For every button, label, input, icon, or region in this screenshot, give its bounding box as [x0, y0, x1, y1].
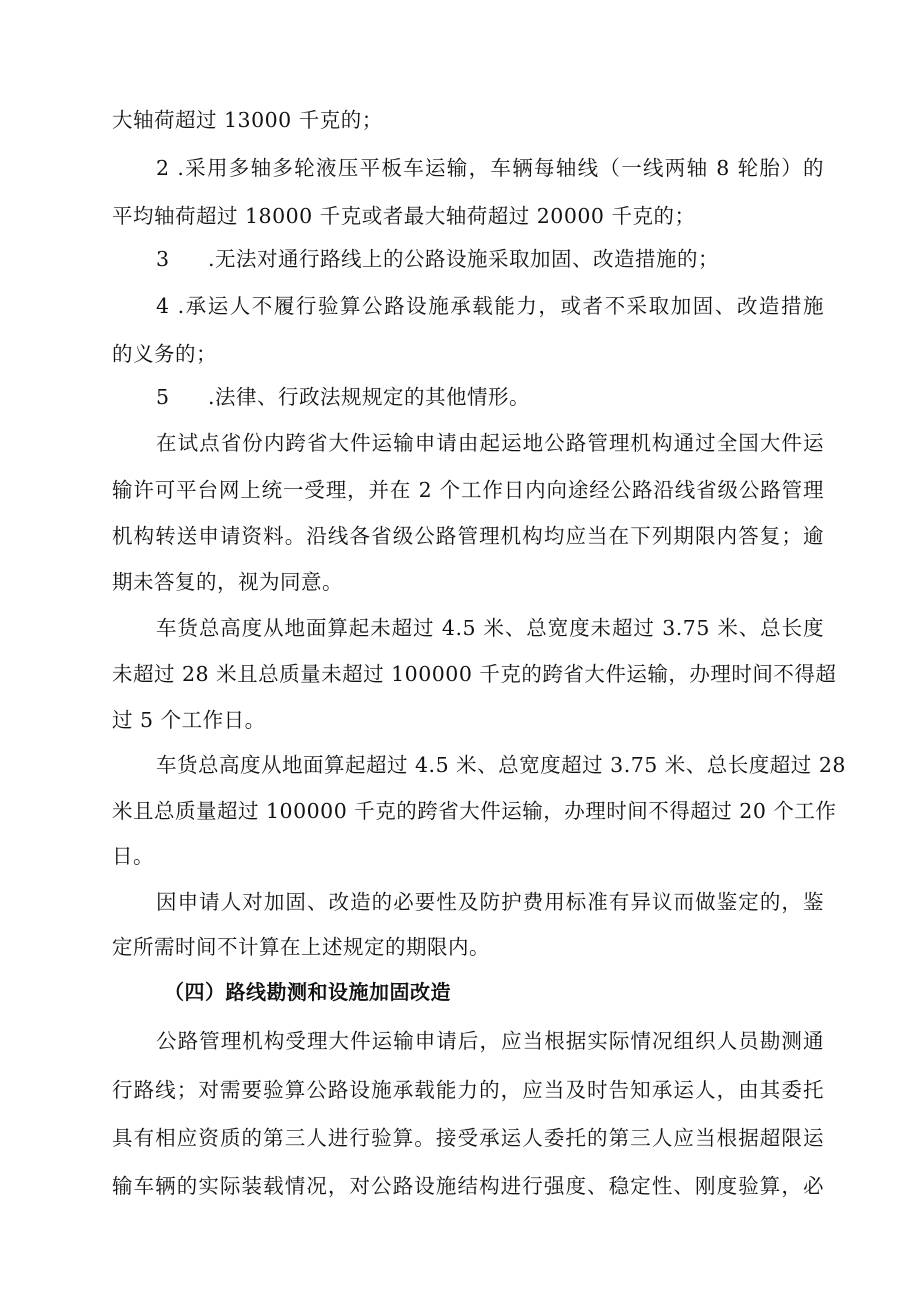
paragraph-line: 行路线；对需要验算公路设施承载能力的，应当及时告知承运人，由其委托 [112, 1078, 824, 1102]
paragraph-line: 具有相应资质的第三人进行验算。接受承运人委托的第三人应当根据超限运 [112, 1126, 824, 1150]
list-item-4-line-1: 4 .承运人不履行验算公路设施承载能力，或者不采取加固、改造措施 [156, 294, 824, 318]
paragraph-line: 日。 [112, 844, 154, 868]
list-item-2-line-2: 平均轴荷超过 18000 千克或者最大轴荷超过 20000 千克的； [112, 204, 696, 228]
paragraph-line: 车货总高度从地面算起超过 4.5 米、总宽度超过 3.75 米、总长度超过 28 [156, 753, 846, 777]
paragraph-line: 米且总质量超过 100000 千克的跨省大件运输，办理时间不得超过 20 个工作 [112, 799, 837, 823]
paragraph-line: 公路管理机构受理大件运输申请后，应当根据实际情况组织人员勘测通 [156, 1029, 824, 1053]
section-heading: （四）路线勘测和设施加固改造 [164, 980, 451, 1004]
paragraph-line: 输车辆的实际装载情况，对公路设施结构进行强度、稳定性、刚度验算，必 [112, 1174, 824, 1198]
list-number-5: 5 [156, 385, 170, 409]
list-item-4-line-2: 的义务的； [112, 342, 217, 366]
paragraph-line: 机构转送申请资料。沿线各省级公路管理机构均应当在下列期限内答复；逾 [112, 524, 824, 548]
paragraph-line: 定所需时间不计算在上述规定的期限内。 [112, 935, 490, 959]
paragraph-line: 期未答复的，视为同意。 [112, 570, 343, 594]
paragraph-line: 过 5 个工作日。 [112, 708, 266, 732]
paragraph-line: 未超过 28 米且总质量未超过 100000 千克的跨省大件运输，办理时间不得超 [112, 662, 837, 686]
list-item-5-text: .法律、行政法规规定的其他情形。 [208, 385, 531, 409]
paragraph-line: 输许可平台网上统一受理，并在 2 个工作日内向途经公路沿线省级公路管理 [112, 478, 824, 502]
list-item-2-line-1: 2 .采用多轴多轮液压平板车运输，车辆每轴线（一线两轴 8 轮胎）的 [156, 156, 824, 180]
list-number-3: 3 [156, 247, 170, 271]
text-line: 大轴荷超过 13000 千克的； [112, 108, 383, 132]
paragraph-line: 车货总高度从地面算起未超过 4.5 米、总宽度未超过 3.75 米、总长度 [156, 616, 824, 640]
list-item-3-text: .无法对通行路线上的公路设施采取加固、改造措施的； [208, 247, 720, 271]
paragraph-line: 在试点省份内跨省大件运输申请由起运地公路管理机构通过全国大件运 [156, 431, 824, 455]
paragraph-line: 因申请人对加固、改造的必要性及防护费用标准有异议而做鉴定的，鉴 [156, 890, 824, 914]
